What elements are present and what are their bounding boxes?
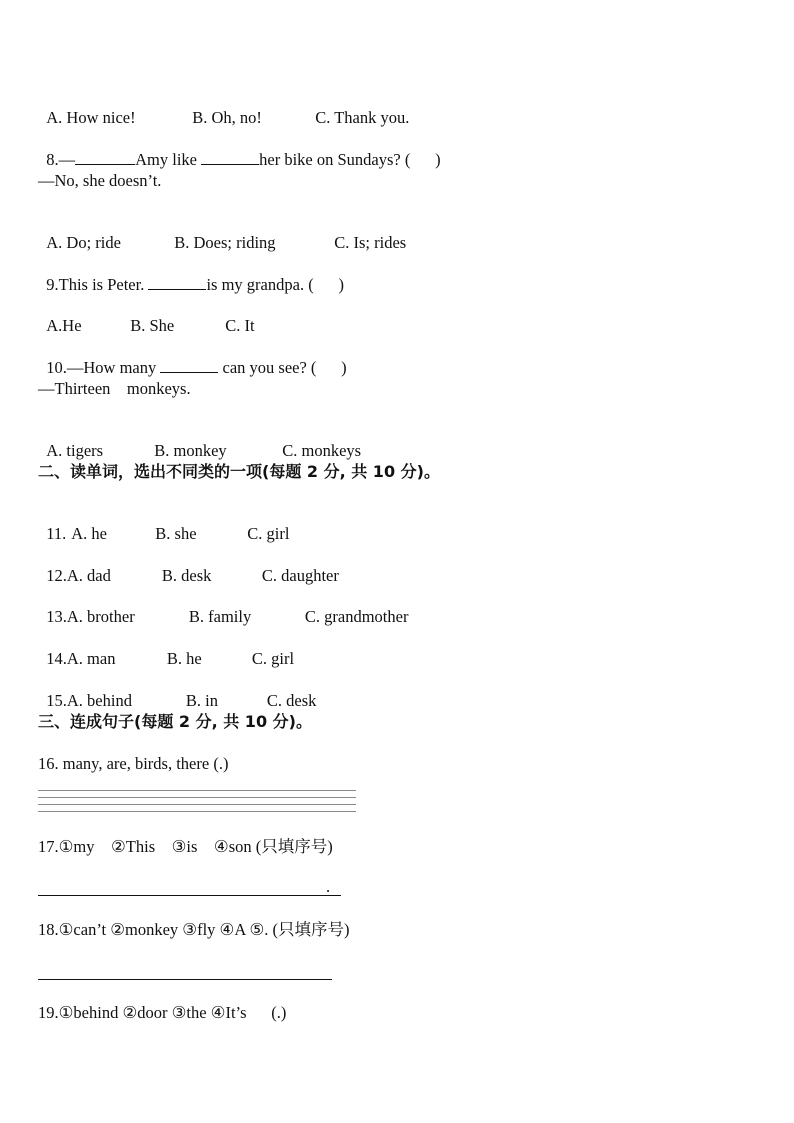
q7-option-a: A. How nice! [46,108,136,127]
q11-row [38,504,289,544]
q9-blank[interactable] [148,275,206,290]
q12-number: 12. [46,566,67,585]
q9-prefix: 9.This is Peter. [46,275,149,294]
q8-blank-2[interactable] [201,150,259,165]
q12-row [38,546,339,586]
q16-writing-line-2 [38,797,356,798]
q8-end: her bike on Sundays? ( ) [259,150,441,169]
q14-option-a: A. man [66,649,116,668]
q9-question [38,255,344,295]
q7-option-c: C. Thank you. [315,108,410,127]
q8-options [38,213,406,253]
q10-reply: —Thirteen monkeys. [38,379,191,398]
q15-number: 15. [46,691,67,710]
section-2-title: 二、读单词，选出不同类的一项(每题 2 分, 共 10 分)。 [38,462,440,481]
q15-row [38,671,316,711]
q8-mid: Amy like [135,150,202,169]
q11-number: 11. [46,524,67,543]
q15-option-a: A. behind [66,691,132,710]
q14-number: 14. [46,649,67,668]
q7-option-b: B. Oh, no! [192,108,262,127]
q16-writing-line-1 [38,790,356,791]
q14-row [38,629,294,669]
q8-option-c: C. Is; rides [334,233,407,252]
q10-prefix: 10.—How many [46,358,161,377]
q17-text: 17.①my ②This ③is ④son (只填序号) [38,837,333,856]
q10-blank[interactable] [160,358,218,373]
q15-option-b: B. in [185,691,218,710]
q8-blank-1[interactable] [75,150,135,165]
q9-option-a: A.He [46,316,82,335]
section-3-title: 三、连成句子(每题 2 分, 共 10 分)。 [38,712,312,731]
q13-option-b: B. family [188,607,252,626]
q19-text: 19.①behind ②door ③the ④It’s (.) [38,1003,287,1022]
q16-text: 16. many, are, birds, there (.) [38,754,229,773]
q10-options [38,421,361,461]
q11-option-a: A. he [71,524,108,543]
q16-writing-line-3 [38,804,356,805]
q8-option-a: A. Do; ride [46,233,121,252]
q12-option-a: A. dad [66,566,111,585]
q8-option-b: B. Does; riding [174,233,276,252]
q10-question [38,338,347,378]
q12-option-b: B. desk [161,566,212,585]
q13-option-c: C. grandmother [304,607,409,626]
q10-option-b: B. monkey [154,441,227,460]
q9-end: is my grandpa. ( ) [206,275,344,294]
q16-writing-line-4[interactable] [38,811,356,812]
q12-option-c: C. daughter [261,566,339,585]
q10-option-c: C. monkeys [282,441,362,460]
q13-number: 13. [46,607,67,626]
q11-option-c: C. girl [247,524,290,543]
q8-prefix: 8.— [46,150,76,169]
q8-reply: —No, she doesn’t. [38,171,162,190]
q9-option-c: C. It [225,316,255,335]
q9-option-b: B. She [130,316,175,335]
q18-text: 18.①can’t ②monkey ③fly ④A ⑤. (只填序号) [38,920,350,939]
q8-question [38,130,441,170]
q11-option-b: B. she [155,524,197,543]
q7-options [38,88,409,128]
q9-options [38,296,255,336]
q13-option-a: A. brother [66,607,135,626]
q17-end-mark: . [326,877,331,896]
q10-end: can you see? ( ) [218,358,347,377]
q14-option-c: C. girl [251,649,295,668]
q10-option-a: A. tigers [46,441,104,460]
q17-answer-line[interactable] [38,895,341,896]
q14-option-b: B. he [166,649,202,668]
q15-option-c: C. desk [266,691,317,710]
q18-answer-line[interactable] [38,979,332,980]
q13-row [38,587,408,627]
